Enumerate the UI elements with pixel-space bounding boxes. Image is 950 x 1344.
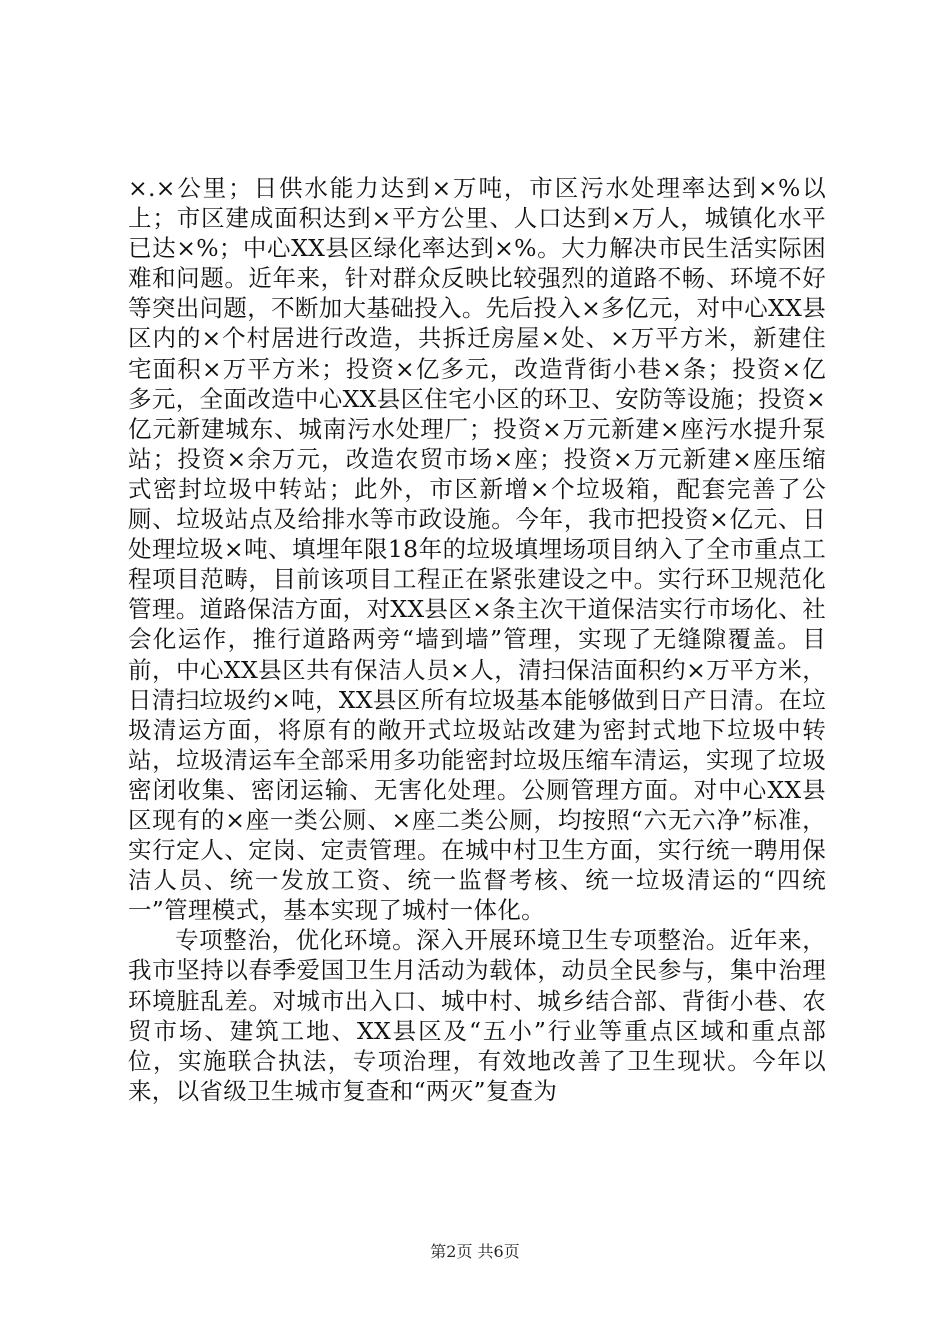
paragraph-1: ×.×公里；日供水能力达到×万吨，市区污水处理率达到×%以上；市区建成面积达到×平方公里、人口达到×万人，城镇化水平已达×%；中心XX县区绿化率达到×%。大力解决市民生活实际困难和问题。近年来，针对群众反映比较强烈的道路不畅、环境不好等突出问题，不断加大基础投入。先后投入×多亿元，对中心XX县区内的×个村居进行改造，共拆迁房屋×处、×万平方米，新建住宅面积×万平方米；投资×亿多元，改造背街小巷×条；投资×亿多元，全面改造中心XX县区住宅小区的环卫、安防等设施；投资×亿元新建城东、城南污水处理厂；投资×万元新建×座污水提升泵站；投资×余万元，改造农贸市场×座；投资×万元新建×座压缩式密封垃圾中转站；此外，市区新增×个垃圾箱，配套完善了公厕、垃圾站点及给排水等市政设施。今年，我市把投资×亿元、日处理垃圾×吨、填埋年限18年的垃圾填埋场项目纳入了全市重点工程项目范畴，目前该项目工程正在紧张建设之中。实行环卫规范化管理。道路保洁方面，对XX县区×条主次干道保洁实行市场化、社会化运作，推行道路两旁“墙到墙”管理，实现了无缝隙覆盖。目前，中心XX县区共有保洁人员×人，清扫保洁面积约×万平方米，日清扫垃圾约×吨，XX县区所有垃圾基本能够做到日产日清。在垃圾清运方面，将原有的敞开式垃圾站改建为密封式地下垃圾中转站，垃圾清运车全部采用多功能密封垃圾压缩车清运，实现了垃圾密闭收集、密闭运输、无害化处理。公厕管理方面。对中心XX县区现有的×座一类公厕、×座二类公厕，均按照“六无六净”标准，实行定人、定岗、定责管理。在城中村卫生方面，实行统一聘用保洁人员、统一发放工资、统一监督考核、统一垃圾清运的“四统一”管理模式，基本实现了城村一体化。 <box>128 174 826 925</box>
page-footer <box>0 1242 950 1262</box>
paragraph-2: 专项整治，优化环境。深入开展环境卫生专项整治。近年来，我市坚持以春季爱国卫生月活动为载体，动员全民参与，集中治理环境脏乱差。对城市出入口、城中村、城乡结合部、背街小巷、农贸市场、建筑工地、XX县区及“五小”行业等重点区域和重点部位，实施联合执法，专项治理，有效地改善了卫生现状。今年以来，以省级卫生城市复查和“两灭”复查为 <box>128 926 826 1105</box>
body-text <box>128 173 826 1106</box>
page-number: 第2页 共6页 <box>430 1242 520 1261</box>
